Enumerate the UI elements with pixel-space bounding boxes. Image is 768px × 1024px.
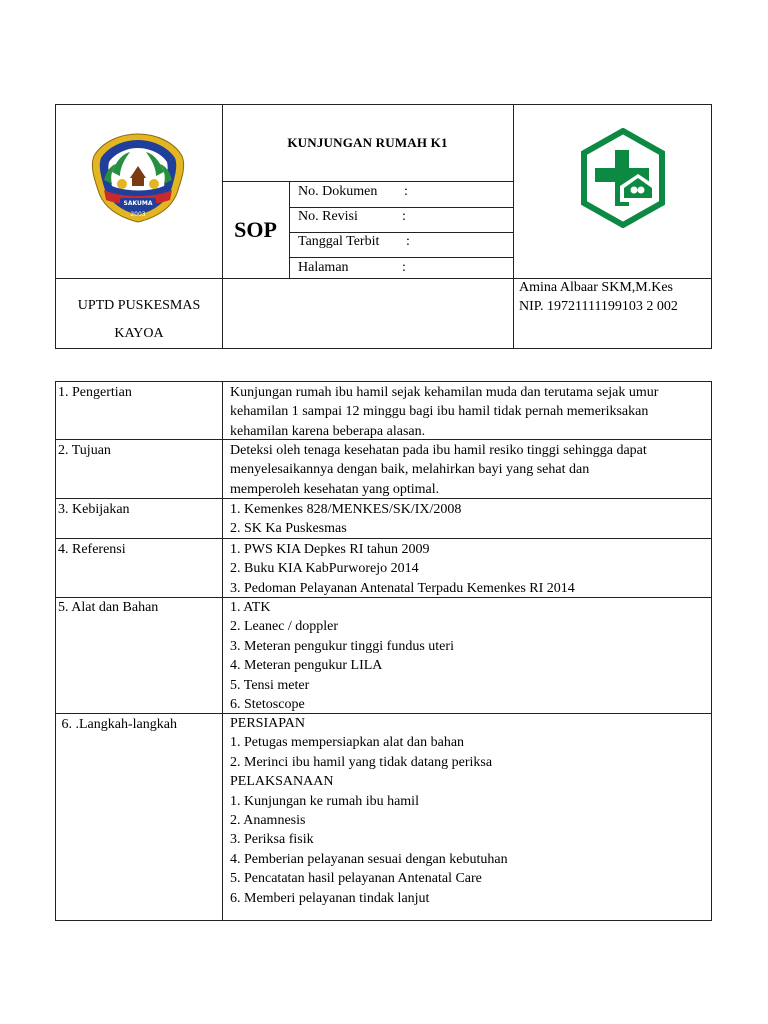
meta-row-dokumen xyxy=(298,182,510,207)
body-line: Kunjungan rumah ibu hamil sejak kehamilan muda dan terutama sejak umur xyxy=(230,385,659,400)
body-line: memperoleh kesehatan yang optimal. xyxy=(230,481,440,497)
body-line: 3. Periksa fisik xyxy=(230,832,314,848)
section-body-alat-dan-bahan xyxy=(230,598,708,714)
organization-line-1: UPTD PUSKESMAS xyxy=(77,298,201,313)
section-body-langkah-langkah xyxy=(230,714,708,908)
document-title: KUNJUNGAN RUMAH K1 xyxy=(287,135,448,150)
section-body-pengertian xyxy=(230,383,708,441)
emblem-banner-text: SAKUMA xyxy=(123,200,153,207)
body-line: 4. Meteran pengukur LILA xyxy=(230,658,383,674)
organization-line-2: KAYOA xyxy=(114,326,164,341)
body-line: 2. Merinci ibu hamil yang tidak datang periksa xyxy=(230,754,493,770)
meta-value: : xyxy=(404,184,408,199)
sop-label: SOP xyxy=(234,216,277,242)
body-line: 1. Kunjungan ke rumah ibu hamil xyxy=(230,793,419,809)
section-label-tujuan: 2. Tujuan xyxy=(58,443,111,458)
body-line: 1. Petugas mempersiapkan alat dan bahan xyxy=(230,735,465,751)
section-label-alat-dan-bahan: 5. Alat dan Bahan xyxy=(58,600,159,615)
section-label-langkah-langkah: 6. .Langkah-langkah xyxy=(58,717,177,732)
puskesmas-logo-icon xyxy=(580,128,666,228)
body-line: 3. Pedoman Pelayanan Antenatal Terpadu Kemenkes RI 2014 xyxy=(230,580,575,596)
section-body-referensi xyxy=(230,540,708,598)
meta-value: : xyxy=(402,209,406,224)
section-body-tujuan xyxy=(230,441,708,499)
body-line: PERSIAPAN xyxy=(230,716,305,731)
section-label-pengertian: 1. Pengertian xyxy=(58,385,132,400)
body-line: 6. Memberi pelayanan tindak lanjut xyxy=(230,890,430,906)
body-line: 1. Kemenkes 828/MENKES/SK/IX/2008 xyxy=(230,502,462,517)
body-line: Deteksi oleh tenaga kesehatan pada ibu hamil resiko tinggi sehingga dapat xyxy=(230,443,647,458)
signer-nip: NIP. 19721111199103 2 002 xyxy=(519,299,678,314)
meta-value: : xyxy=(406,234,410,249)
meta-label: No. Revisi xyxy=(298,209,358,224)
regency-emblem-icon xyxy=(90,132,186,224)
body-line: kehamilan 1 sampai 12 minggu bagi ibu hamil tidak pernah memeriksakan xyxy=(230,404,649,420)
body-line: 5. Pencatatan hasil pelayanan Antenatal Care xyxy=(230,871,482,887)
meta-value: : xyxy=(402,260,406,275)
meta-label: Tanggal Terbit xyxy=(298,234,380,249)
body-line: PELAKSANAAN xyxy=(230,774,334,790)
body-line: kehamilan karena beberapa alasan. xyxy=(230,423,426,439)
emblem-year-text: 2003 xyxy=(130,211,146,218)
meta-row-tanggal-terbit xyxy=(298,232,510,257)
body-line: 2. Anamnesis xyxy=(230,813,306,829)
signer-block xyxy=(519,278,711,316)
body-line: 2. SK Ka Puskesmas xyxy=(230,521,347,537)
body-line: 6. Stetoscope xyxy=(230,697,305,713)
body-line: 2. Buku KIA KabPurworejo 2014 xyxy=(230,561,419,577)
body-line: 3. Meteran pengukur tinggi fundus uteri xyxy=(230,638,454,654)
body-line: 1. PWS KIA Depkes RI tahun 2009 xyxy=(230,542,430,557)
meta-row-halaman xyxy=(298,258,510,283)
meta-label: No. Dokumen xyxy=(298,184,378,199)
section-label-kebijakan: 3. Kebijakan xyxy=(58,502,130,517)
section-body-kebijakan xyxy=(230,500,708,539)
signer-name: Amina Albaar SKM,M.Kes xyxy=(519,280,673,295)
meta-row-revisi xyxy=(298,207,510,232)
body-line: 4. Pemberian pelayanan sesuai dengan kebutuhan xyxy=(230,851,508,867)
section-label-referensi: 4. Referensi xyxy=(58,542,126,557)
body-line: 2. Leanec / doppler xyxy=(230,619,339,635)
body-line: 5. Tensi meter xyxy=(230,677,310,693)
meta-label: Halaman xyxy=(298,260,349,275)
organization-name xyxy=(56,279,222,348)
body-line: 1. ATK xyxy=(230,600,271,615)
body-line: menyelesaikannya dengan baik, melahirkan bayi yang sehat dan xyxy=(230,462,590,478)
